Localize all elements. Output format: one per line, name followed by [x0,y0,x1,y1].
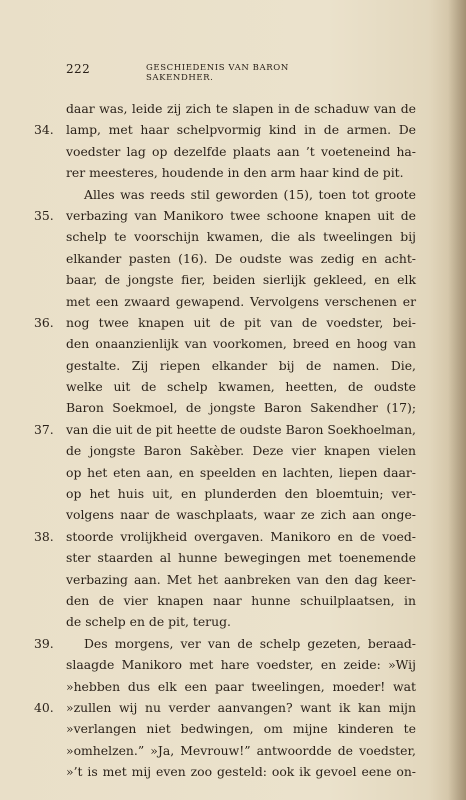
verse-number: 35. [34,207,54,223]
text-line [34,205,416,226]
line-text: verbazing van Manikoro twee schoone knapen uit de [66,207,416,223]
text-line [66,248,416,269]
text-line [66,654,416,675]
line-text: schelp te voorschijn kwamen, die als tweelingen bij [66,229,416,245]
text-line [66,462,416,483]
line-text: »zullen wij nu verder aanvangen? want ik kan mijn [66,699,416,715]
line-text: welke uit de schelp kwamen, heetten, de oudste [66,379,416,395]
text-line [34,312,416,333]
text-line [66,718,416,739]
line-text: verbazing aan. Met het aanbreken van den dag keer- [66,571,416,587]
text-line [66,291,416,312]
line-text: stoorde vrolijkheid overgaven. Manikoro en de voed- [66,528,416,544]
line-text: de jongste Baron Sakèber. Deze vier knapen vielen [66,443,416,459]
line-text: volgens naar de waschplaats, waar ze zich aan onge- [66,507,416,523]
text-line [66,226,416,247]
text-line [34,633,416,654]
text-line [34,697,416,718]
line-text: Alles was reeds stil geworden (15), toen tot groote [84,186,416,202]
line-text: voedster lag op dezelfde plaats aan ’t voeteneind ha- [66,143,416,159]
body-text [34,98,416,783]
text-line [66,504,416,525]
text-line [66,397,416,418]
verse-number: 39. [34,635,54,651]
text-line [34,526,416,547]
text-line [66,740,416,761]
line-text: rer meesteres, houdende in den arm haar kind de pit. [66,165,404,181]
text-line [66,676,416,697]
line-text: Des morgens, ver van de schelp gezeten, beraad- [84,635,416,651]
text-line [66,376,416,397]
line-text: op het huis uit, en plunderden den bloemtuin; ver- [66,486,416,502]
binding-shadow [448,0,466,800]
text-line [66,569,416,590]
line-text: lamp, met haar schelpvormig kind in de armen. De [66,122,416,138]
line-text: »verlangen niet bedwingen, om mijne kinderen te [66,721,416,737]
line-text: op het eten aan, en speelden en lachten, liepen daar- [66,464,416,480]
text-line [66,141,416,162]
line-text: gestalte. Zij riepen elkander bij de namen. Die, [66,357,416,373]
line-text: Baron Soekmoel, de jongste Baron Sakendher (17); [66,400,416,416]
text-line [66,333,416,354]
line-text: de schelp en de pit, terug. [66,614,231,630]
line-text: met een zwaard gewapend. Vervolgens verschenen er [66,293,416,309]
text-line [66,355,416,376]
line-text: daar was, leide zij zich te slapen in de schaduw van de [66,101,416,116]
text-line [34,119,416,140]
verse-number: 38. [34,528,54,544]
text-line [66,483,416,504]
text-line [66,547,416,568]
line-text: »omhelzen.” »Ja, Mevrouw!” antwoordde de voedster, [66,742,416,758]
text-line [66,440,416,461]
text-line [66,162,416,183]
line-text: slaagde Manikoro met hare voedster, en zeide: »Wij [66,657,416,673]
text-line [66,761,416,782]
page-number: 222 [66,62,91,76]
line-text: van die uit de pit heette de oudste Baron Soekhoelman, [66,421,416,437]
verse-number: 37. [34,421,54,437]
text-line [66,184,416,205]
line-text: den onaanzienlijk van voorkomen, breed en hoog van [66,336,416,352]
text-line [66,590,416,611]
line-text: nog twee knapen uit de pit van de voedster, bei- [66,314,416,330]
verse-number: 36. [34,314,54,330]
text-line [66,611,416,632]
verse-number: 40. [34,699,54,715]
line-text: »hebben dus elk een paar tweelingen, moeder! wat [66,678,416,694]
running-head: GESCHIEDENIS VAN BARON SAKENDHER. [146,63,289,83]
line-text: »’t is met mij even zoo gesteld: ook ik gevoel eene on- [66,764,416,780]
line-text: den de vier knapen naar hunne schuilplaatsen, in [66,592,416,608]
line-text: elkander pasten (16). De oudste was zedig en acht- [66,250,416,266]
page-header [66,62,356,83]
text-line [66,98,416,119]
text-line [34,419,416,440]
text-line [66,269,416,290]
verse-number: 34. [34,122,54,138]
line-text: baar, de jongste fier, beiden sierlijk gekleed, en elk [66,272,416,288]
line-text: ster staarden al hunne bewegingen met toenemende [66,550,416,566]
